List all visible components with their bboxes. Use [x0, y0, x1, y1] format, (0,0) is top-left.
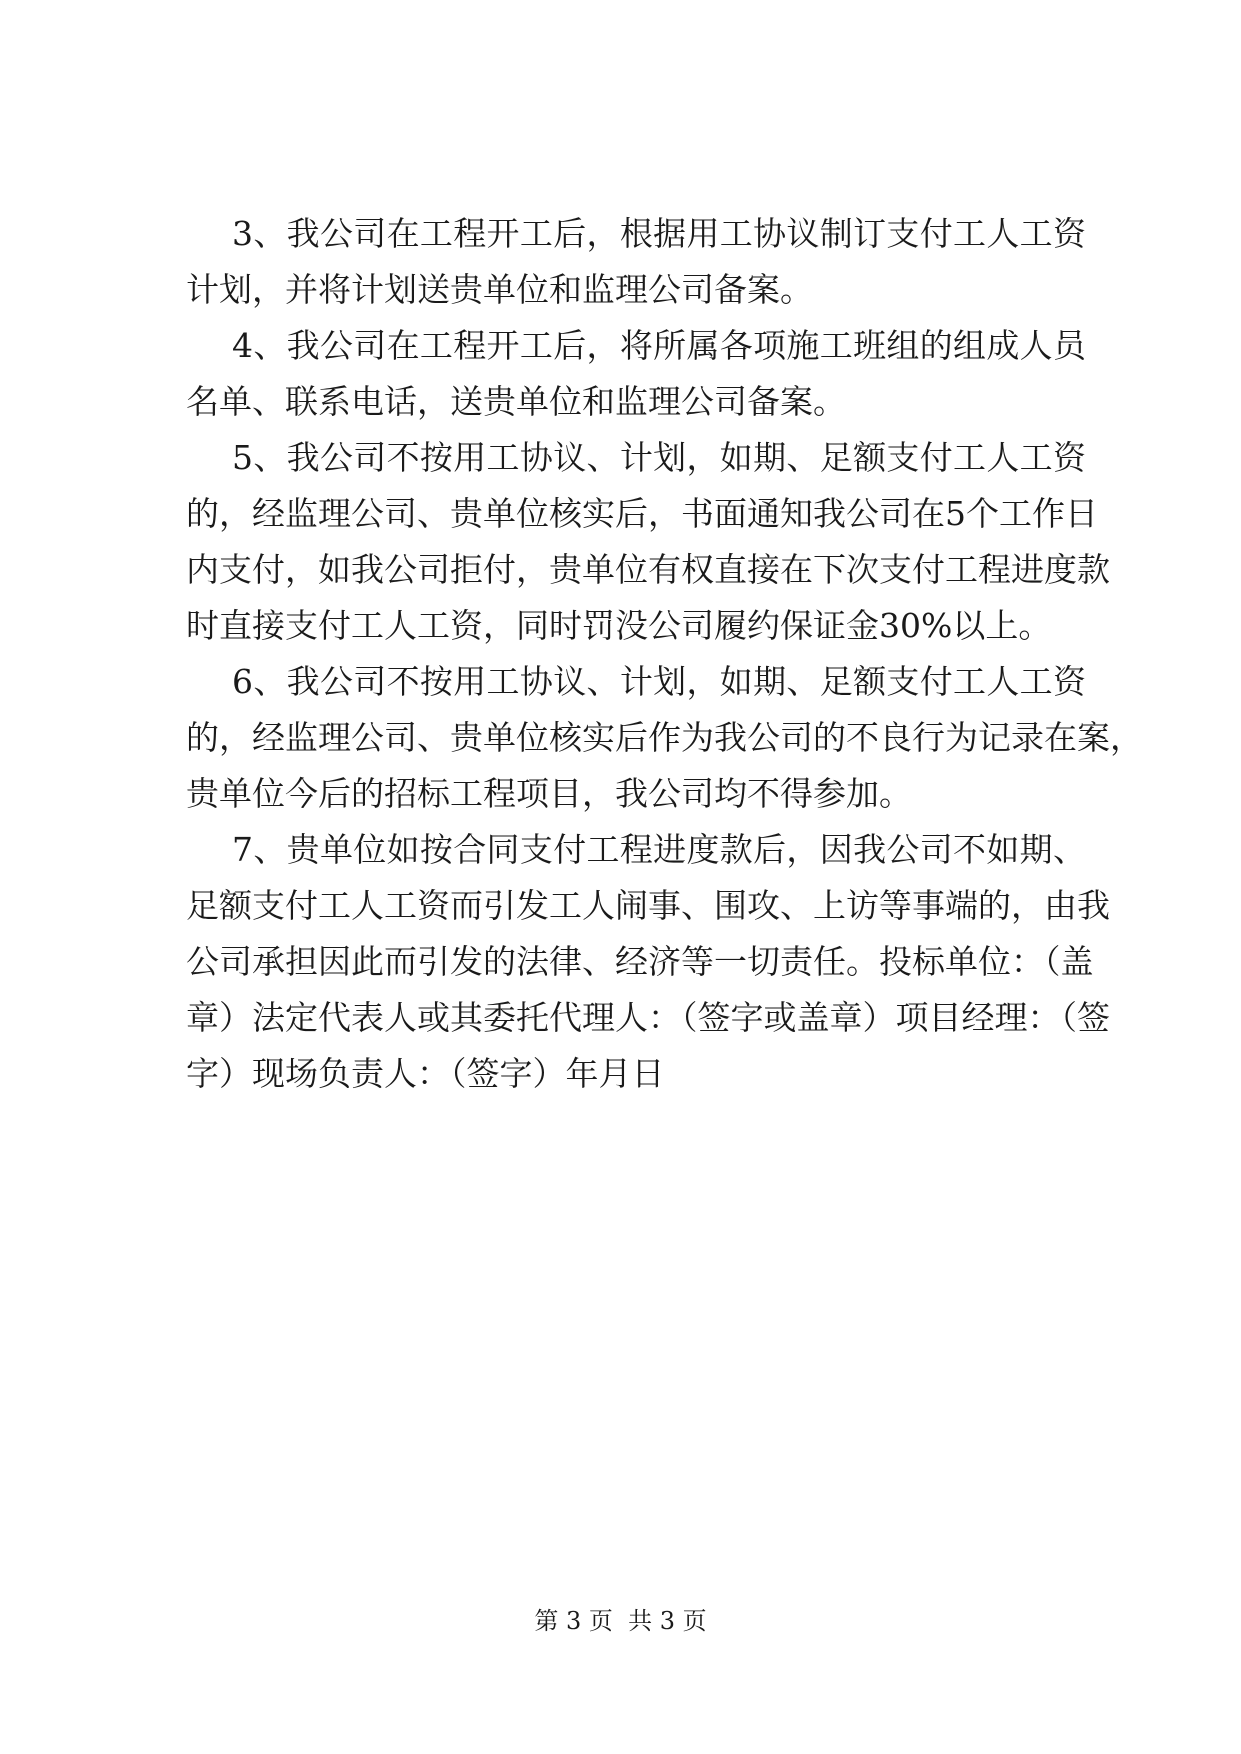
paragraph-7-line-5: 字）现场负责人：（签字）年月日	[186, 1054, 665, 1093]
paragraph-5-line-3: 内支付，如我公司拒付，贵单位有权直接在下次支付工程进度款	[186, 550, 1110, 589]
paragraph-5-line-2: 的，经监理公司、贵单位核实后，书面通知我公司在5个工作日	[186, 494, 1098, 533]
paragraph-3-line-1: 3、我公司在工程开工后，根据用工协议制订支付工人工资	[232, 214, 1086, 253]
paragraph-6-line-3: 贵单位今后的招标工程项目，我公司均不得参加。	[186, 774, 912, 813]
paragraph-4-line-2: 名单、联系电话，送贵单位和监理公司备案。	[186, 382, 846, 421]
paragraph-3-line-2: 计划，并将计划送贵单位和监理公司备案。	[186, 270, 813, 309]
paragraph-7-line-3: 公司承担因此而引发的法律、经济等一切责任。投标单位：（盖	[186, 942, 1094, 981]
paragraph-7-line-2: 足额支付工人工资而引发工人闹事、围攻、上访等事端的，由我	[186, 886, 1110, 925]
paragraph-5-line-4: 时直接支付工人工资，同时罚没公司履约保证金30%以上。	[186, 606, 1052, 645]
paragraph-5-line-1: 5、我公司不按用工协议、计划，如期、足额支付工人工资	[232, 438, 1086, 477]
page-number-footer: 第 3 页 共 3 页	[534, 1607, 707, 1635]
paragraph-7-line-1: 7、贵单位如按合同支付工程进度款后，因我公司不如期、	[232, 830, 1086, 869]
paragraph-4-line-1: 4、我公司在工程开工后，将所属各项施工班组的组成人员	[232, 326, 1086, 365]
paragraph-7-line-4: 章）法定代表人或其委托代理人：（签字或盖章）项目经理：（签	[186, 998, 1110, 1037]
paragraph-6-line-2: 的，经监理公司、贵单位核实后作为我公司的不良行为记录在案，	[186, 718, 1143, 757]
paragraph-6-line-1: 6、我公司不按用工协议、计划，如期、足额支付工人工资	[232, 662, 1086, 701]
